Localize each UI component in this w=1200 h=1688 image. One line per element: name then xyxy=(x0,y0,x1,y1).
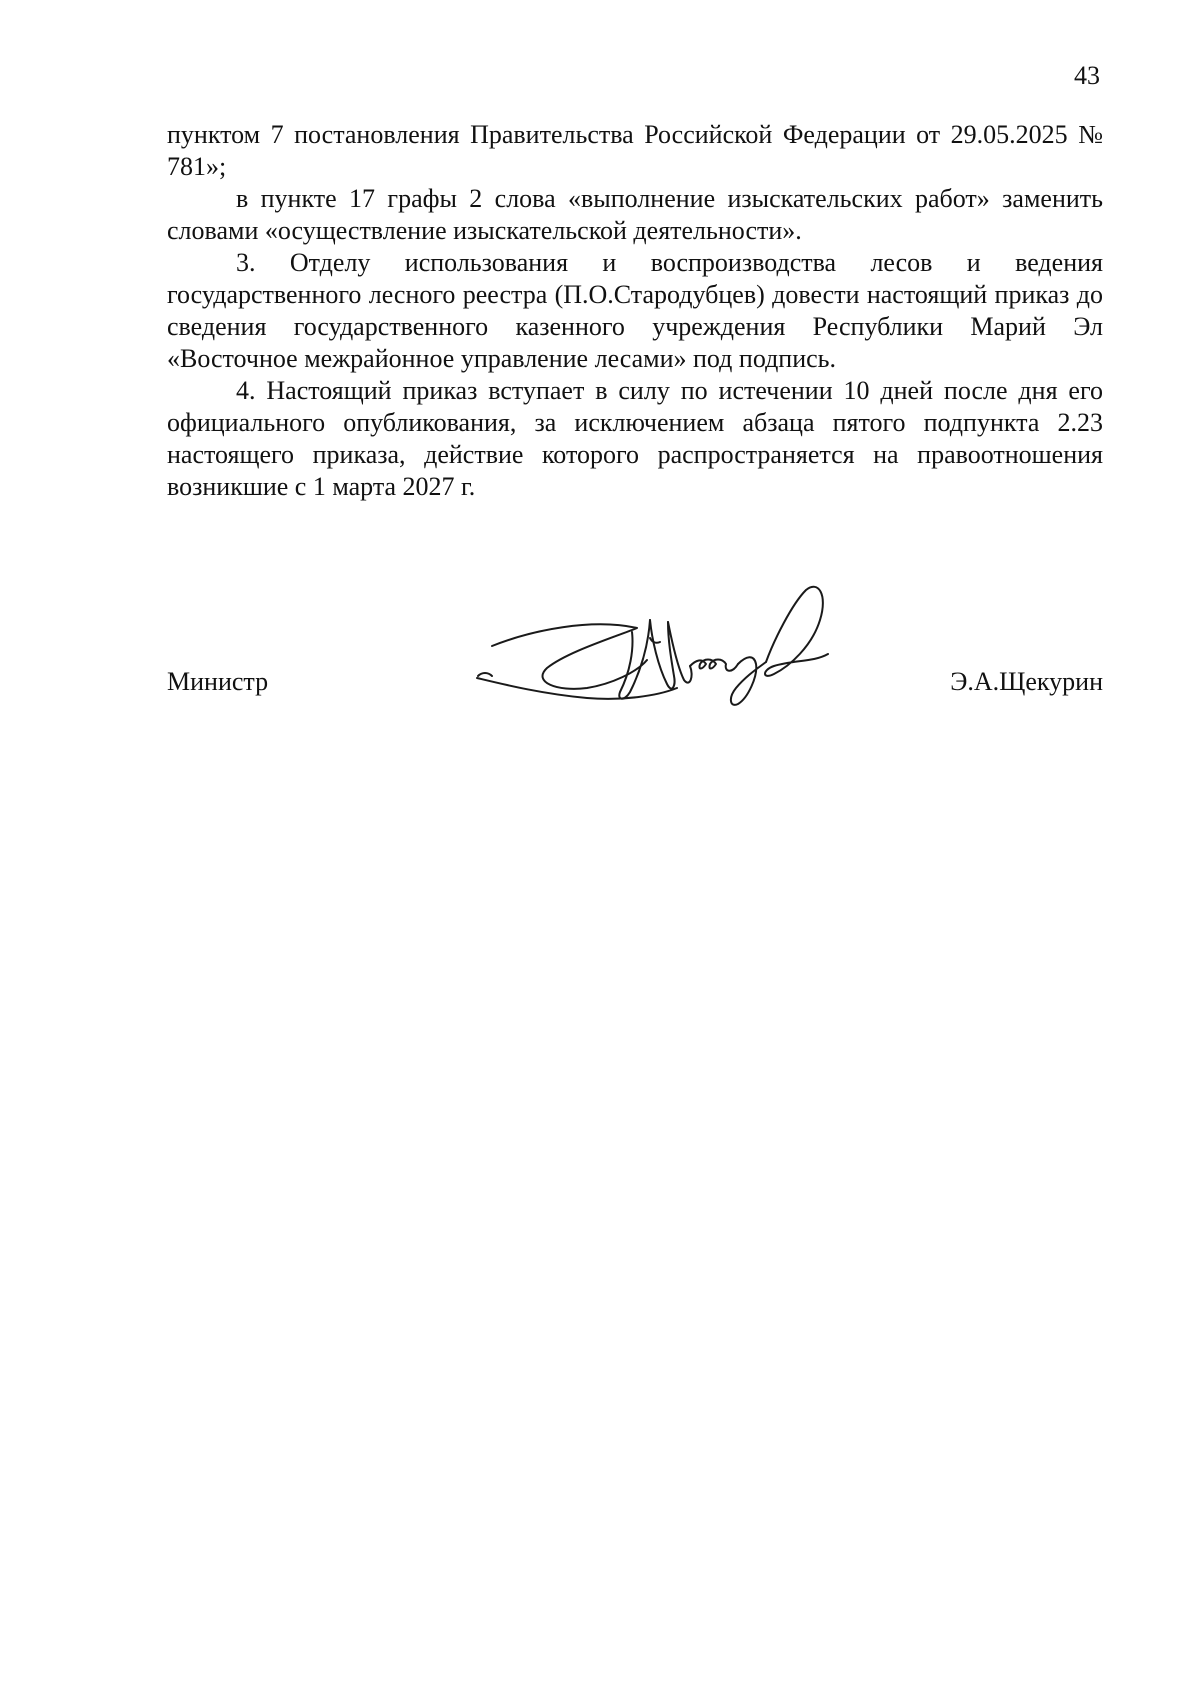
paragraph-continuation: пунктом 7 постановления Правительства Российской Федерации от 29.05.2025 № 781»; xyxy=(167,120,1103,181)
document-body xyxy=(167,119,1103,503)
handwritten-signature xyxy=(462,580,842,750)
signatory-name: Э.А.Щекурин xyxy=(950,667,1103,696)
paragraph-amendment: в пункте 17 графы 2 слова «выполнение изыскательских работ» заменить словами «осуществление изыскательской деятельности». xyxy=(167,184,1103,245)
page-number: 43 xyxy=(1074,61,1100,90)
paragraph-item-3: 3. Отделу использования и воспроизводства лесов и ведения государственного лесного реестра (П.О.Стародубцев) довести настоящий приказ до сведения государственного казенного учреждения Республики Марий Эл «Восточное межрайонное управление лесами» под подпись. xyxy=(167,248,1103,373)
signature-block xyxy=(167,580,1103,760)
signatory-title: Министр xyxy=(167,667,269,696)
paragraph-item-4: 4. Настоящий приказ вступает в силу по истечении 10 дней после дня его официального опубликования, за исключением абзаца пятого подпункта 2.23 настоящего приказа, действие которого распространяется на правоотношения возникшие с 1 марта 2027 г. xyxy=(167,376,1103,501)
